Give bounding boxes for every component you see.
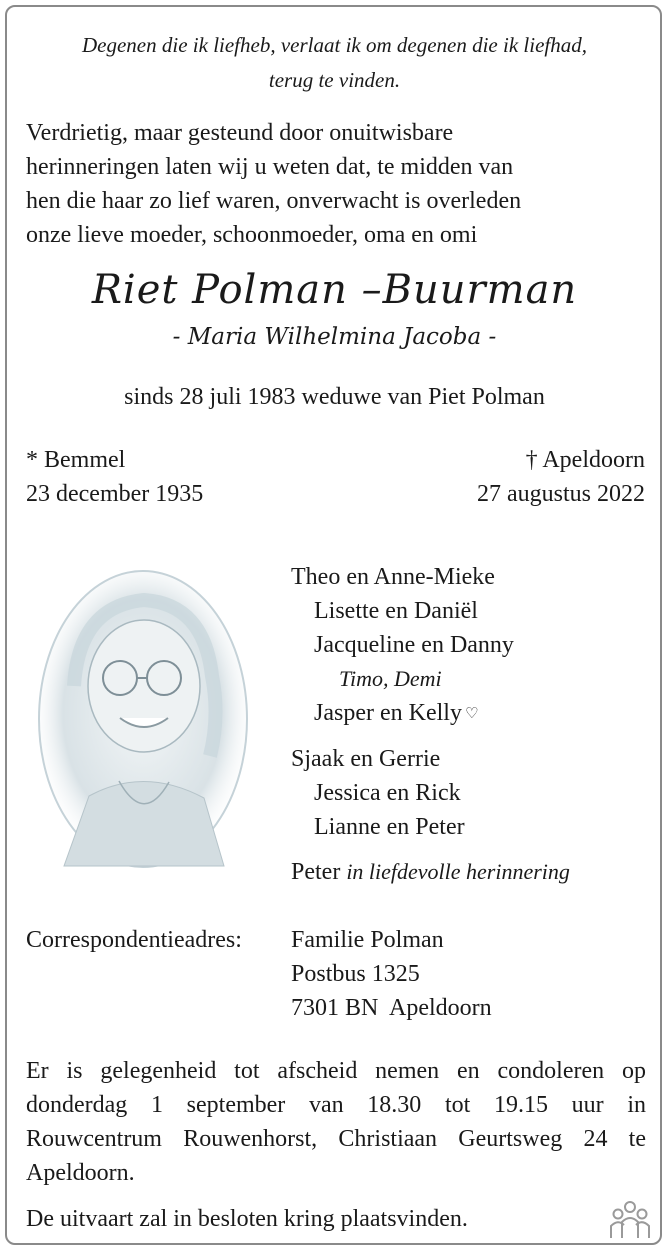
intro-line: herinneringen laten wij u weten dat, te midden van: [26, 154, 514, 180]
address-line: Postbus 1325: [291, 961, 420, 987]
heart-icon: ♡: [464, 706, 479, 722]
quote-line-1: Degenen die ik liefheb, verlaat ik om degenen die ik liefhad,: [82, 33, 587, 57]
condolence-text: Er is gelegenheid tot afscheid nemen en condoleren op donderdag 1 september van 18.30 tot 19.15 uur in Rouwcentrum Rouwenhorst, Christiaan Geurtsweg 24 te Apeldoorn.: [26, 1058, 646, 1186]
intro-line: onze lieve moeder, schoonmoeder, oma en omi: [26, 222, 478, 248]
portrait-photo: [34, 566, 252, 872]
quote-line-2: terug te vinden.: [268, 68, 401, 92]
people-logo-icon: [608, 1196, 652, 1240]
correspondence-label: Correspondentieadres:: [26, 927, 242, 953]
birth-date: 23 december 1935: [26, 481, 204, 507]
deceased-full-name: - Maria Wilhelmina Jacoba -: [172, 324, 497, 350]
family-member: [291, 696, 570, 731]
correspondence-address: [291, 923, 492, 1025]
funeral-text: De uitvaart zal in besloten kring plaatsvinden.: [26, 1206, 468, 1232]
address-line: Familie Polman: [291, 927, 444, 953]
intro-line: hen die haar zo lief waren, onverwacht is overleden: [26, 188, 522, 214]
family-member: Lisette en Daniël: [314, 598, 478, 624]
family-member-peter: [291, 855, 570, 889]
death-place: † Apeldoorn: [525, 447, 645, 473]
deceased-name: Riet Polman –Buurman: [91, 267, 578, 313]
family-member: Lianne en Peter: [314, 814, 465, 840]
peter-note: in liefdevolle herinnering: [346, 859, 570, 884]
peter-name: Peter: [291, 859, 341, 885]
birth-place: * Bemmel: [26, 447, 126, 473]
family-head: Theo en Anne-Mieke: [291, 564, 495, 590]
intro-text: [26, 116, 646, 252]
address-line: 7301 BN Apeldoorn: [291, 995, 492, 1021]
grandchildren: Timo, Demi: [339, 666, 442, 691]
family-head: Sjaak en Gerrie: [291, 746, 441, 772]
birth-info: [26, 443, 203, 511]
family-member-name: Jasper en Kelly: [314, 700, 462, 726]
death-info: [477, 443, 645, 511]
family-member: Jessica en Rick: [314, 780, 461, 806]
widow-text: sinds 28 juli 1983 weduwe van Piet Polman: [124, 384, 545, 410]
death-date: 27 augustus 2022: [477, 481, 645, 507]
family-list: [291, 560, 570, 889]
family-member: Jacqueline en Danny: [314, 632, 514, 658]
opening-quote: [20, 28, 649, 98]
intro-line: Verdrietig, maar gesteund door onuitwisbare: [26, 120, 454, 146]
